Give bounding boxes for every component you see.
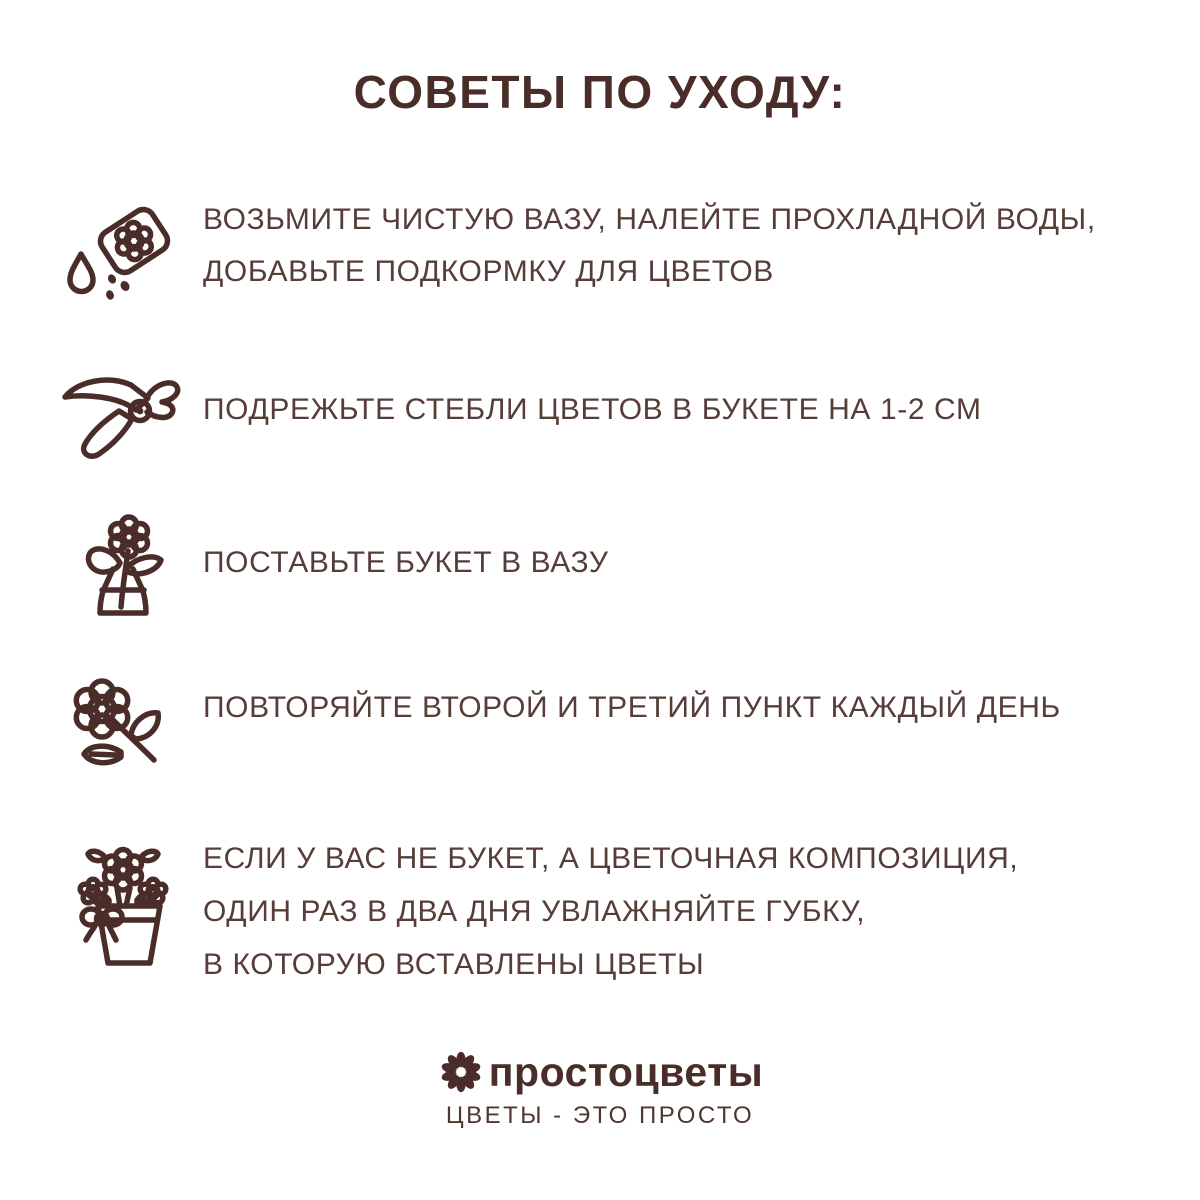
- tip-text-5: [203, 832, 1153, 991]
- tip-line: ВОЗЬМИТЕ ЧИСТУЮ ВАЗУ, НАЛЕЙТЕ ПРОХЛАДНОЙ ВОДЫ,: [203, 203, 1096, 236]
- tip-line: ДОБАВЬТЕ ПОДКОРМКУ ДЛЯ ЦВЕТОВ: [203, 255, 774, 288]
- tip-line: ОДИН РАЗ В ДВА ДНЯ УВЛАЖНЯЙТЕ ГУБКУ,: [203, 895, 866, 928]
- page-title: СОВЕТЫ ПО УХОДУ:: [353, 66, 847, 118]
- footer: [0, 1048, 1200, 1130]
- tip-text-1: [203, 194, 1153, 298]
- brand-row: [0, 1048, 1200, 1096]
- tip-row-2: [0, 384, 1200, 436]
- flower-logo-icon: [437, 1048, 485, 1096]
- flower-in-vase-icon: [66, 511, 176, 623]
- tip-line: ПОСТАВЬТЕ БУКЕТ В ВАЗУ: [203, 546, 609, 579]
- tip-text-3: [203, 537, 1153, 589]
- tip-line: В КОТОРУЮ ВСТАВЛЕНЫ ЦВЕТЫ: [203, 948, 705, 981]
- tip-row-1: [0, 194, 1200, 298]
- tip-row-3: [0, 537, 1200, 589]
- tip-row-5: [0, 832, 1200, 991]
- flower-pot-icon: [64, 842, 182, 968]
- tip-text-2: [203, 384, 1153, 436]
- pruning-shears-icon: [56, 366, 188, 462]
- tip-line: ПОВТОРЯЙТЕ ВТОРОЙ И ТРЕТИЙ ПУНКТ КАЖДЫЙ ДЕНЬ: [203, 691, 1061, 724]
- tip-text-4: [203, 682, 1153, 734]
- tip-line: ПОДРЕЖЬТЕ СТЕБЛИ ЦВЕТОВ В БУКЕТЕ НА 1-2 СМ: [203, 393, 982, 426]
- brand-name: простоцветы: [488, 1048, 764, 1095]
- flower-icon: [58, 673, 172, 775]
- tip-row-4: [0, 682, 1200, 734]
- tip-line: ЕСЛИ У ВАС НЕ БУКЕТ, А ЦВЕТОЧНАЯ КОМПОЗИЦИЯ,: [203, 842, 1019, 875]
- fertilizer-packet-icon: [60, 202, 188, 304]
- brand-tagline: ЦВЕТЫ - ЭТО ПРОСТО: [445, 1102, 755, 1129]
